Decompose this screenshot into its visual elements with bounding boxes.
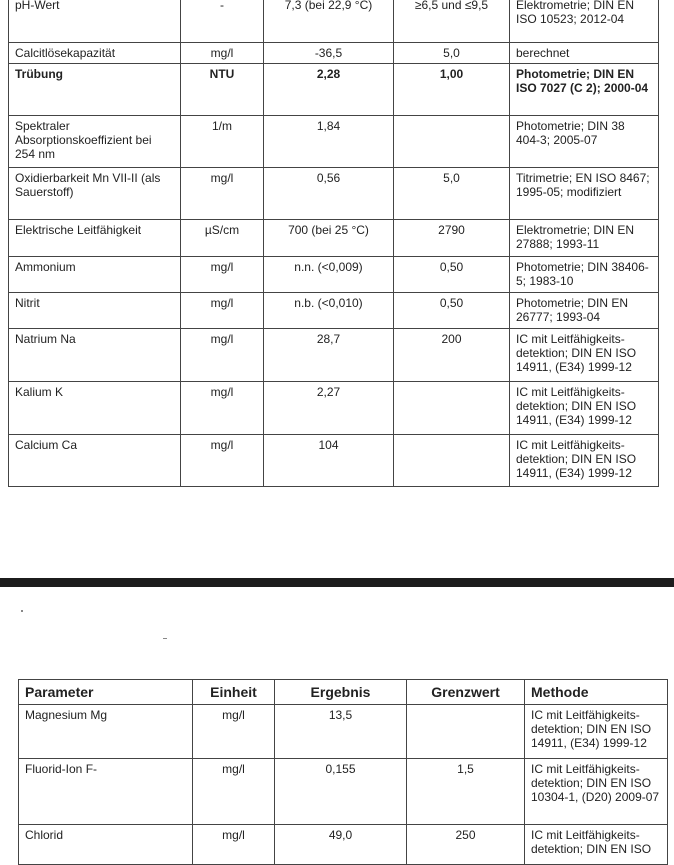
unit-cell: 1/m	[181, 116, 264, 168]
table-row	[9, 116, 659, 168]
result-cell: 2,27	[264, 382, 394, 435]
parameter-cell: Fluorid-Ion F-	[19, 759, 193, 825]
header-method: Methode	[525, 680, 668, 705]
scan-speck	[163, 638, 167, 639]
limit-cell: 2790	[394, 220, 510, 257]
limit-cell: 1,5	[407, 759, 525, 825]
method-cell: Photometrie; DIN 38406-5; 1983-10	[510, 257, 659, 293]
limit-cell: 5,0	[394, 43, 510, 64]
unit-cell: mg/l	[181, 43, 264, 64]
parameter-cell: Spektraler Absorptionskoeffizient bei 254 nm	[9, 116, 181, 168]
method-cell: Photometrie; DIN EN 26777; 1993-04	[510, 293, 659, 329]
result-cell: 0,155	[275, 759, 407, 825]
parameter-cell: Nitrit	[9, 293, 181, 329]
table-row	[9, 257, 659, 293]
header-unit: Einheit	[193, 680, 275, 705]
parameter-cell: Ammonium	[9, 257, 181, 293]
unit-cell: mg/l	[181, 293, 264, 329]
limit-cell: 5,0	[394, 168, 510, 220]
method-cell: IC mit Leitfähigkeits-detektion; DIN EN ISO 14911, (E34) 1999-12	[510, 329, 659, 382]
unit-cell: mg/l	[181, 168, 264, 220]
method-cell: IC mit Leitfähigkeits-detektion; DIN EN ISO	[525, 825, 668, 865]
limit-cell	[407, 705, 525, 759]
result-cell: 28,7	[264, 329, 394, 382]
unit-cell: mg/l	[181, 435, 264, 487]
limit-cell: 200	[394, 329, 510, 382]
parameter-cell: Calcium Ca	[9, 435, 181, 487]
limit-cell: 1,00	[394, 64, 510, 116]
result-cell: n.n. (<0,009)	[264, 257, 394, 293]
method-cell: IC mit Leitfähigkeits-detektion; DIN EN ISO 10304-1, (D20) 2009-07	[525, 759, 668, 825]
table-row	[9, 435, 659, 487]
limit-cell	[394, 435, 510, 487]
table-row	[9, 329, 659, 382]
method-cell: IC mit Leitfähigkeits-detektion; DIN EN ISO 14911, (E34) 1999-12	[510, 435, 659, 487]
result-cell: 104	[264, 435, 394, 487]
result-cell: 0,56	[264, 168, 394, 220]
method-cell: IC mit Leitfähigkeits-detektion; DIN EN ISO 14911, (E34) 1999-12	[525, 705, 668, 759]
unit-cell: mg/l	[193, 759, 275, 825]
results-table-page-2	[18, 679, 668, 865]
table-row	[9, 0, 659, 43]
limit-cell: 250	[407, 825, 525, 865]
header-result: Ergebnis	[275, 680, 407, 705]
unit-cell: mg/l	[193, 825, 275, 865]
limit-cell: 0,50	[394, 293, 510, 329]
method-cell: Elektrometrie; DIN EN 27888; 1993-11	[510, 220, 659, 257]
parameter-cell: Magnesium Mg	[19, 705, 193, 759]
scan-speck	[21, 610, 23, 612]
result-cell: 49,0	[275, 825, 407, 865]
method-cell: IC mit Leitfähigkeits-detektion; DIN EN ISO 14911, (E34) 1999-12	[510, 382, 659, 435]
table-row	[9, 293, 659, 329]
unit-cell: mg/l	[181, 329, 264, 382]
table-row	[19, 759, 668, 825]
table-row	[9, 43, 659, 64]
results-table-body	[19, 705, 668, 865]
parameter-cell: Oxidierbarkeit Mn VII-II (als Sauerstoff)	[9, 168, 181, 220]
limit-cell: ≥6,5 und ≤9,5	[394, 0, 510, 43]
parameter-cell: Natrium Na	[9, 329, 181, 382]
unit-cell: mg/l	[181, 257, 264, 293]
parameter-cell: pH-Wert	[9, 0, 181, 43]
result-cell: 13,5	[275, 705, 407, 759]
result-cell: 2,28	[264, 64, 394, 116]
table-row	[9, 64, 659, 116]
parameter-cell: Chlorid	[19, 825, 193, 865]
limit-cell	[394, 382, 510, 435]
unit-cell: NTU	[181, 64, 264, 116]
unit-cell: µS/cm	[181, 220, 264, 257]
table-header-row	[19, 680, 668, 705]
table-row	[9, 168, 659, 220]
result-cell: -36,5	[264, 43, 394, 64]
method-cell: Photometrie; DIN 38 404-3; 2005-07	[510, 116, 659, 168]
method-cell: Titrimetrie; EN ISO 8467; 1995-05; modifiziert	[510, 168, 659, 220]
result-cell: n.b. (<0,010)	[264, 293, 394, 329]
results-table-body	[9, 0, 659, 487]
unit-cell: -	[181, 0, 264, 43]
parameter-cell: Trübung	[9, 64, 181, 116]
method-cell: Elektrometrie; DIN EN ISO 10523; 2012-04	[510, 0, 659, 43]
limit-cell	[394, 116, 510, 168]
table-row	[9, 220, 659, 257]
parameter-cell: Kalium K	[9, 382, 181, 435]
result-cell: 1,84	[264, 116, 394, 168]
results-table-page-1	[8, 0, 659, 487]
header-limit: Grenzwert	[407, 680, 525, 705]
parameter-cell: Elektrische Leitfähigkeit	[9, 220, 181, 257]
page-break-bar	[0, 578, 674, 587]
limit-cell: 0,50	[394, 257, 510, 293]
header-parameter: Parameter	[19, 680, 193, 705]
method-cell: berechnet	[510, 43, 659, 64]
table-row	[19, 825, 668, 865]
table-row	[9, 382, 659, 435]
result-cell: 700 (bei 25 °C)	[264, 220, 394, 257]
unit-cell: mg/l	[181, 382, 264, 435]
parameter-cell: Calcitlösekapazität	[9, 43, 181, 64]
table-row	[19, 705, 668, 759]
unit-cell: mg/l	[193, 705, 275, 759]
method-cell: Photometrie; DIN EN ISO 7027 (C 2); 2000-04	[510, 64, 659, 116]
result-cell: 7,3 (bei 22,9 °C)	[264, 0, 394, 43]
